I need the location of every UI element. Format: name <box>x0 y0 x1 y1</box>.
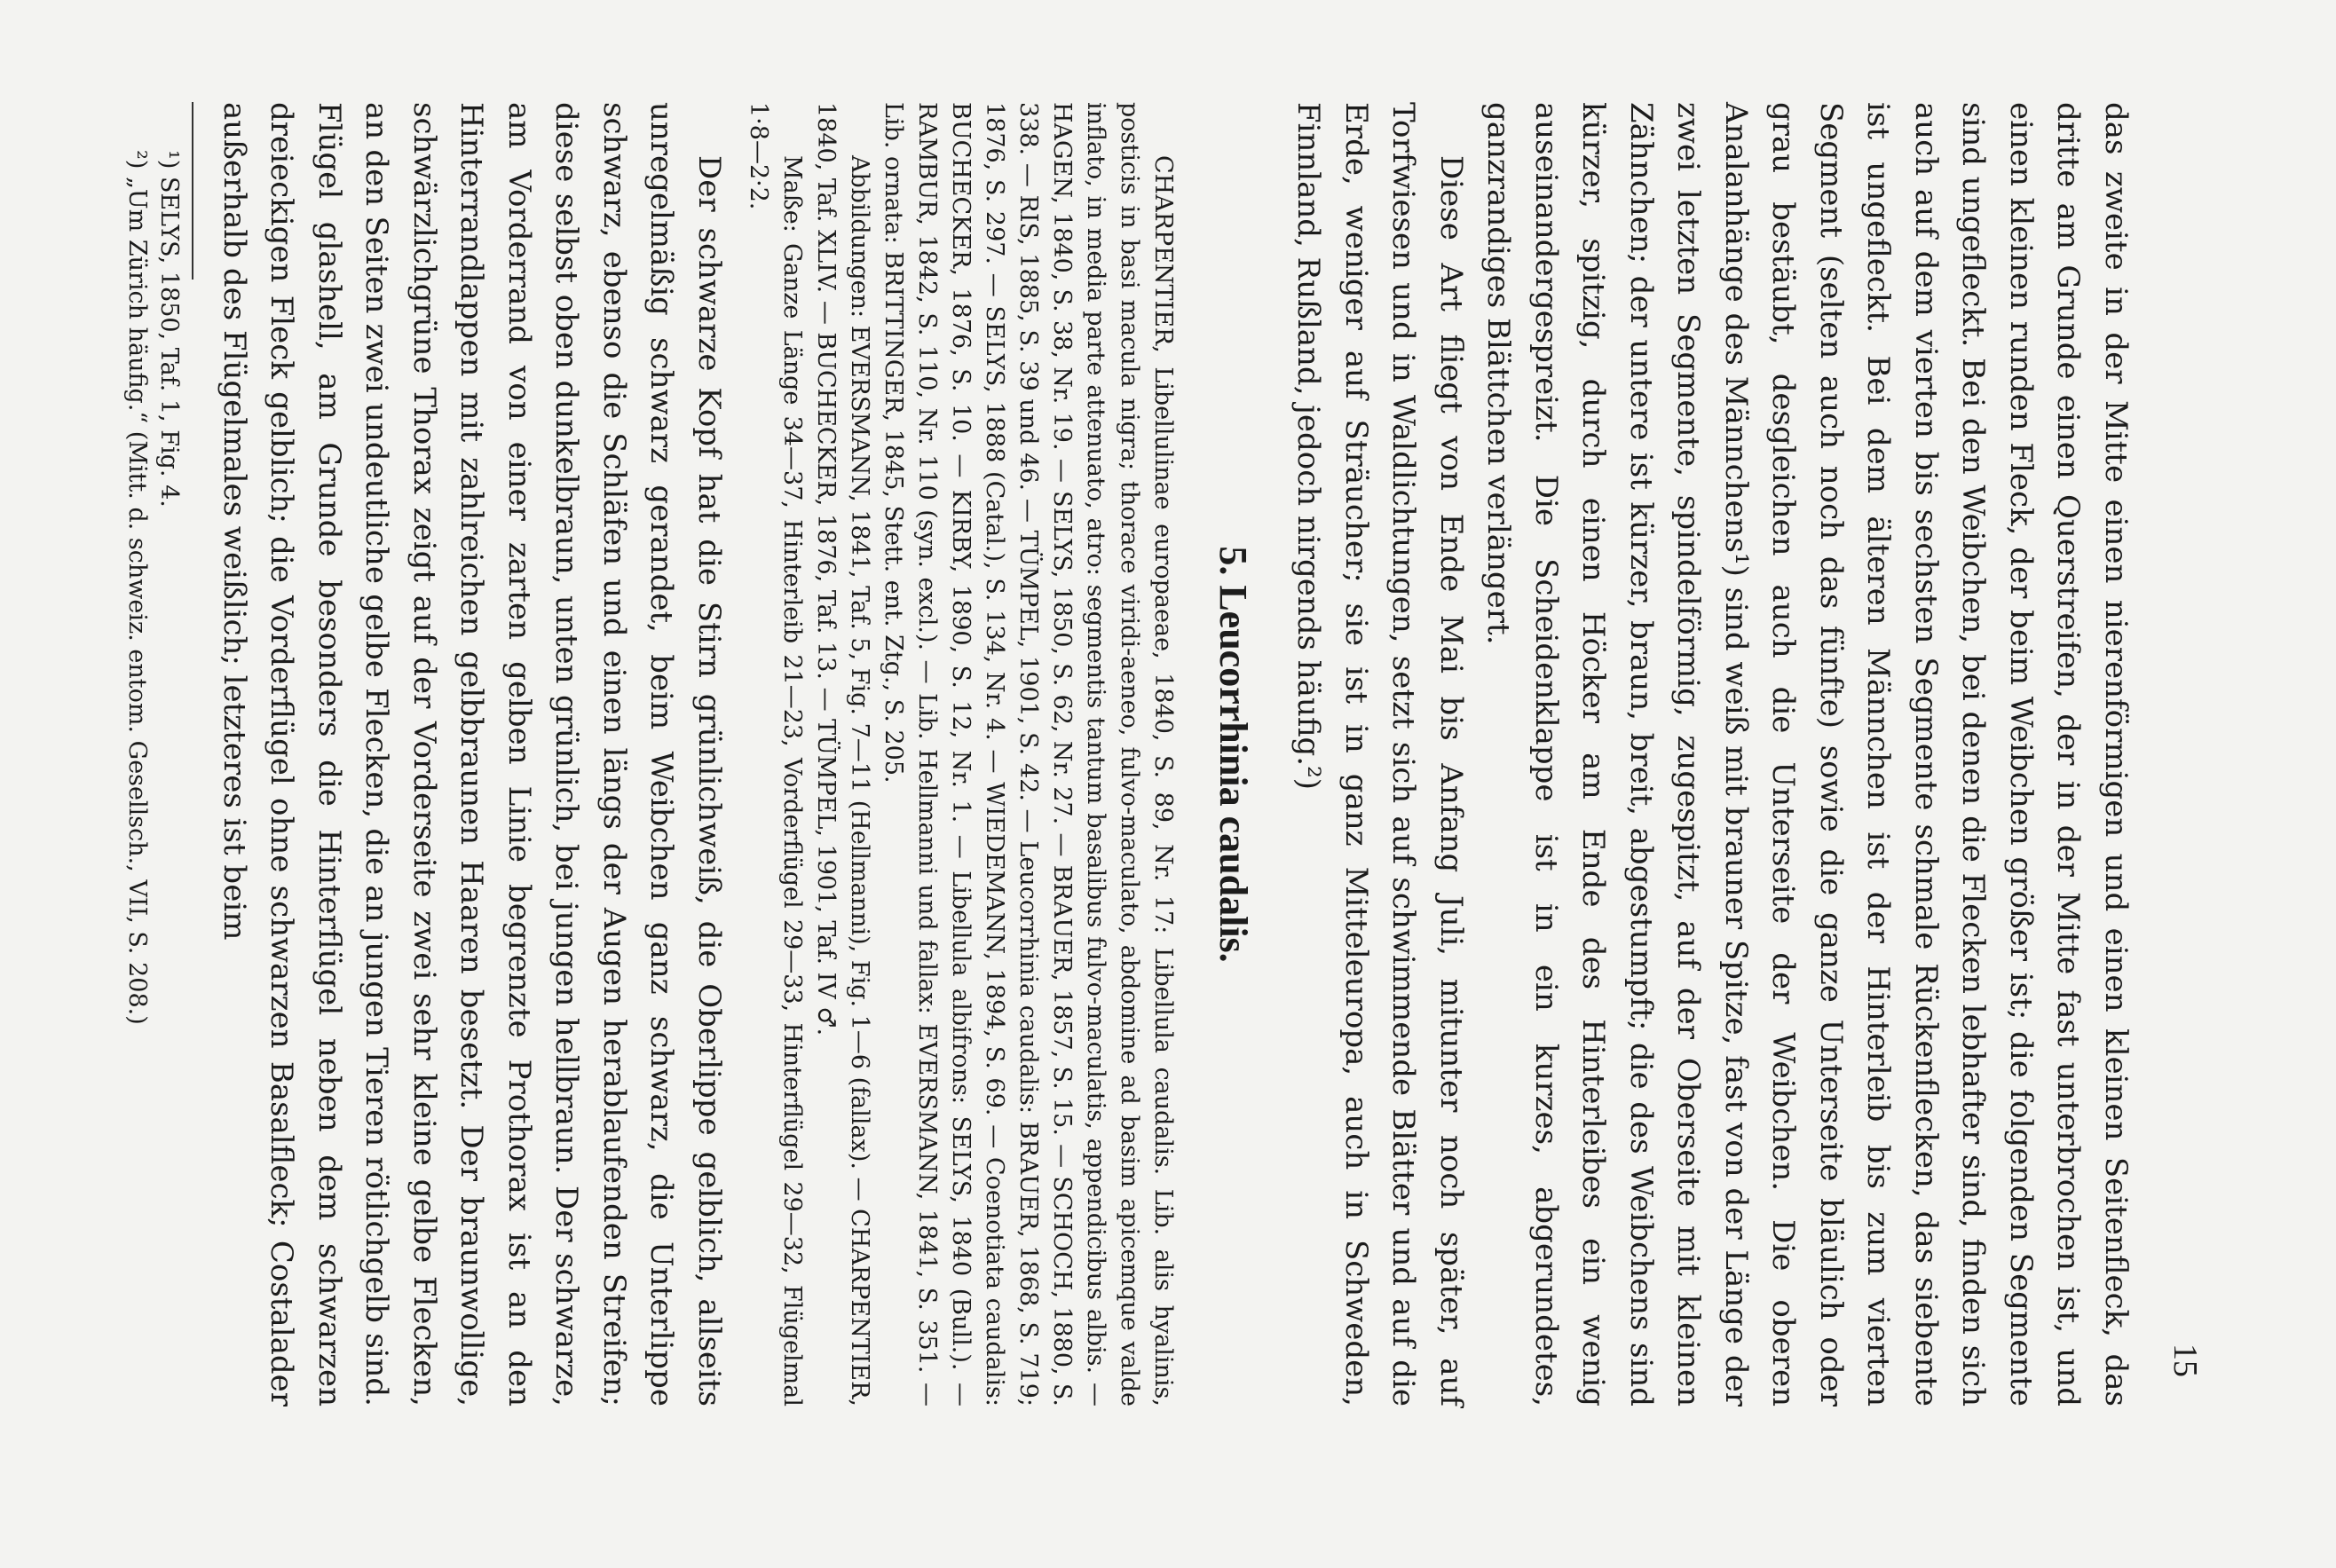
distribution-paragraph: Diese Art fliegt von Ende Mai bis Anfang Juli, mitunter noch später, auf Torfwiesen und in Waldlichtungen, setzt sich auf schwimmende Blätter und auf die Erde, weniger auf Sträucher; sie ist in ganz Mitteleuropa, auch in Schweden, Finnland, Rußland, jedoch nirgends häufig.²) <box>1290 102 1469 1406</box>
footnote-divider <box>193 102 194 280</box>
synonymy-paragraph: CHARPENTIER, Libellulinae europaeae, 1840, S. 89, Nr. 17: Libellula caudalis. Lib. alis hyalinis, posticis in basi macula nigra; thorace viridi-aeneo, fulvo-maculato, abdomine ad basim apicemque valde inflato, in media parte attenuato, atro: segmentis tantum basalibus fulvo-maculatis, appendicibus albis. — HAGEN, 1840, S. 38, Nr. 19. — SELYS, 1850, S. 62, Nr. 27. — BRAUER, 1857, S. 15. — SCHOCH, 1880, S. 338. — RIS, 1885, S. 39 und 46. — TÜMPEL, 1901, S. 42. — Leucorrhinia caudalis: BRAUER, 1868, S. 719; 1876, S. 297. — SELYS, 1888 (Catal.), S. 134, Nr. 4. — WIEDEMANN, 1894, S. 69. — Coenotiata caudalis: BUCHECKER, 1876, S. 10. — KIRBY, 1890, S. 12, Nr. 1. — Libellula albifrons: SELYS, 1840 (Bull.). — RAMBUR, 1842, S. 110, Nr. 110 (syn. excl.). — Lib. Hellmanni und fallax: EVERSMANN, 1841, S. 351. — Lib. ornata: BRITTINGER, 1845, Stett. ent. Ztg., S. 205. <box>880 102 1177 1406</box>
page-number: 15 <box>2166 1343 2204 1377</box>
intro-paragraph: das zweite in der Mitte einen nierenförmigen und einen kleinen Seitenfleck, das dritte am Grunde einen Querstreifen, der in der Mitte fast unterbrochen ist, und einen kleinen runden Fleck, der beim Weibchen größer ist; die folgenden Segmente sind ungefleckt. Bei den Weibchen, bei denen die Flecken lebhafter sind, finden sich auch auf dem vierten bis sechsten Segmente schmale Rückenflecken, das siebente ist ungefleckt. Bei dem älteren Männchen ist der Hinterleib bis zum vierten Segment (selten auch noch das fünfte) sowie die ganze Unterseite bläulich oder grau bestäubt, desgleichen auch die Unterseite der Weibchen. Die oberen Analanhänge des Männchens¹) sind weiß mit brauner Spitze, fast von der Länge der zwei letzten Segmente, spindelförmig, zugespitzt, auf der Oberseite mit kleinen Zähnchen; der untere ist kürzer, braun, breit, abgestumpft; die des Weibchens sind kürzer, spitzig, durch einen Höcker am Ende des Hinterleibes ein wenig auseinandergespreizt. Die Scheidenklappe ist in ein kurzes, abgerundetes, ganzrandiges Blättchen verlängert. <box>1480 102 2134 1406</box>
text-block <box>123 102 2139 1406</box>
description-paragraph: Der schwarze Kopf hat die Stirn grünlichweiß, die Oberlippe gelblich, allseits unregelmäßig schwarz gerandet, beim Weibchen ganz schwarz, die Unterlippe schwarz, ebenso die Schläfen und einen längs der Augen herablaufenden Streifen; diese selbst oben dunkelbraun, unten grünlich, bei jungen hellbraun. Der schwarze, am Vorderrand von einer zarten gelben Linie begrenzte Prothorax ist an den Hinterrandlappen mit zahlreichen gelbbraunen Haaren besetzt. Der braunwollige, schwärzlichgrüne Thorax zeigt auf der Vorderseite zwei sehr kleine gelbe Flecken, an den Seiten zwei undeutliche gelbe Flecken, die an jungen Tieren rötlichgelb sind. Flügel glashell, am Grunde besonders die Hinterflügel neben dem schwarzen dreieckigen Fleck gelblich; die Vorderflügel ohne schwarzen Basalfleck; Costalader außerhalb des Flügelmales weißlich; letzteres ist beim <box>217 102 727 1406</box>
measurements-paragraph: Maße: Ganze Länge 34—37, Hinterleib 21—23, Vorderflügel 29—33, Hinterflügel 29—32, Flügelmal 1·8—2·2. <box>745 102 806 1406</box>
illustrations-paragraph: Abbildungen: EVERSMANN, 1841, Taf. 5, Fig. 7—11 (Hellmanni), Fig. 1—6 (fallax). — CHARPENTIER, 1840, Taf. XLIV. — BUCHECKER, 1876, Taf. 13. — TÜMPEL, 1901, Taf. IV ♂. <box>812 102 873 1406</box>
species-heading: 5. Leucorrhinia caudalis. <box>1211 546 1255 963</box>
footnote-2: ²) „Um Zürich häufig.“ (Mitt. d. schweiz. entom. Gesellsch., VII, S. 208.) <box>123 150 152 1025</box>
footnote-1: ¹) SELYS, 1850, Taf. 1, Fig. 4. <box>155 150 184 508</box>
